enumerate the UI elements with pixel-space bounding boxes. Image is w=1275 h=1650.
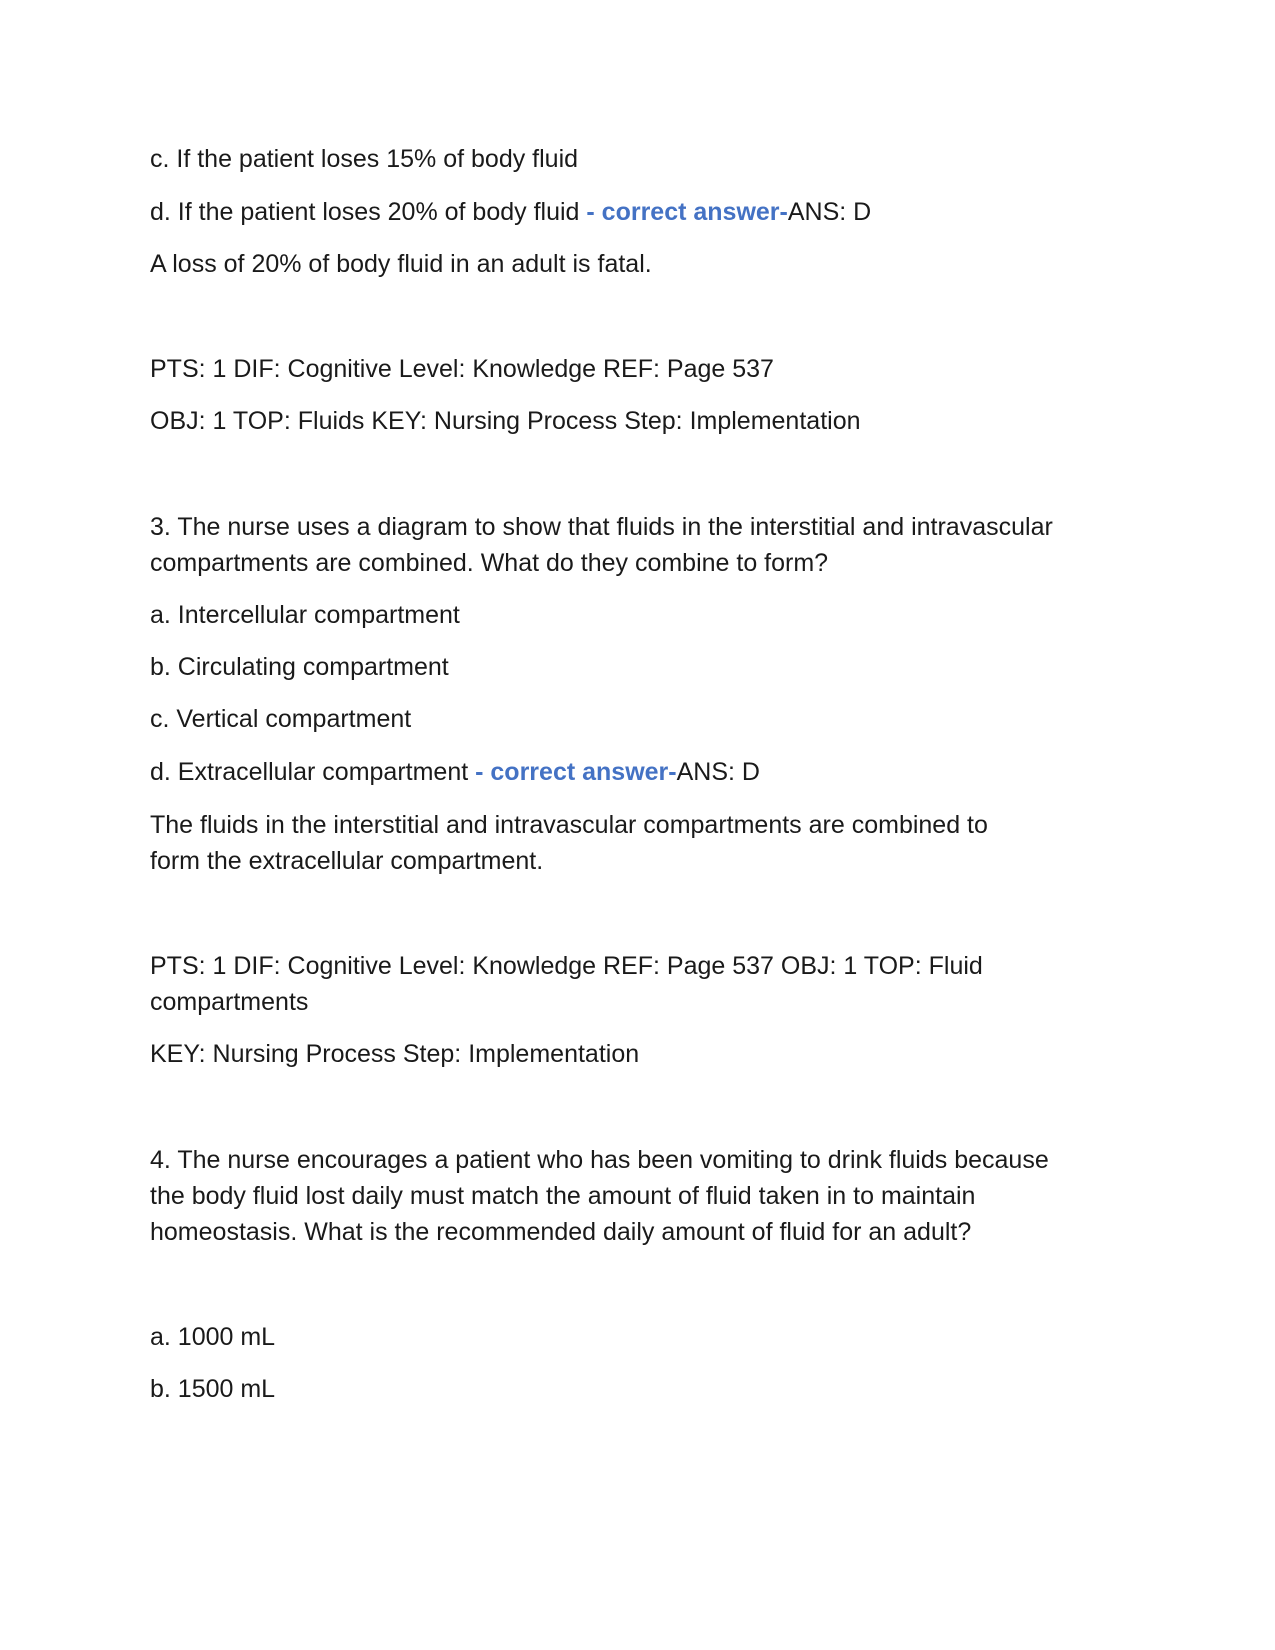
q3-answer: ANS: D (676, 758, 760, 786)
q2-option-d-text: d. If the patient loses 20% of body fluid (150, 198, 580, 226)
q2-correct-answer-marker: - correct answer- (579, 198, 788, 226)
q2-meta-line-2: OBJ: 1 TOP: Fluids KEY: Nursing Process Step: Implementation (150, 407, 861, 435)
q3-stem-line-2: compartments are combined. What do they combine to form? (150, 549, 829, 577)
q2-answer: ANS: D (787, 198, 872, 226)
q3-correct-answer-marker: - correct answer- (468, 758, 677, 786)
q3-option-c: c. Vertical compartment (150, 705, 412, 733)
q2-option-c: c. If the patient loses 15% of body fluid (150, 145, 579, 173)
q3-rationale-line-1: The fluids in the interstitial and intravascular compartments are combined to (150, 811, 988, 839)
q2-rationale: A loss of 20% of body fluid in an adult is fatal. (150, 250, 652, 278)
q3-option-d (150, 753, 760, 791)
q3-option-b: b. Circulating compartment (150, 653, 449, 681)
q3-stem-line-1: 3. The nurse uses a diagram to show that fluids in the interstitial and intravascular (150, 513, 1053, 541)
q4-option-a: a. 1000 mL (150, 1323, 276, 1351)
q2-option-d (150, 193, 871, 231)
q3-meta-line-3: KEY: Nursing Process Step: Implementation (150, 1040, 640, 1068)
q3-meta-line-2: compartments (150, 988, 309, 1016)
q4-option-b: b. 1500 mL (150, 1375, 276, 1403)
q4-stem-line-1: 4. The nurse encourages a patient who has been vomiting to drink fluids because (150, 1146, 1049, 1174)
q3-rationale-line-2: form the extracellular compartment. (150, 847, 544, 875)
q4-stem-line-2: the body fluid lost daily must match the amount of fluid taken in to maintain (150, 1182, 976, 1210)
q4-stem-line-3: homeostasis. What is the recommended daily amount of fluid for an adult? (150, 1218, 972, 1246)
q3-option-a: a. Intercellular compartment (150, 601, 460, 629)
q2-meta-line-1: PTS: 1 DIF: Cognitive Level: Knowledge REF: Page 537 (150, 355, 774, 383)
q3-option-d-text: d. Extracellular compartment (150, 758, 469, 786)
q3-meta-line-1: PTS: 1 DIF: Cognitive Level: Knowledge REF: Page 537 OBJ: 1 TOP: Fluid (150, 952, 983, 980)
